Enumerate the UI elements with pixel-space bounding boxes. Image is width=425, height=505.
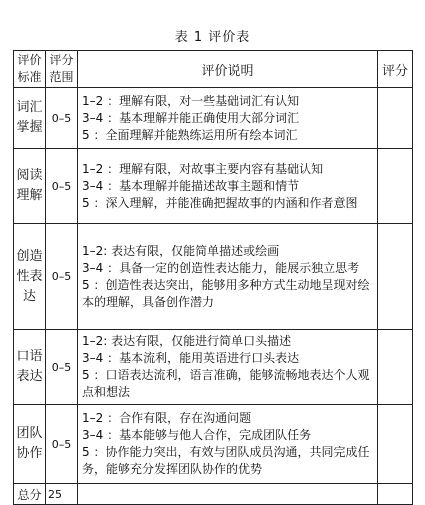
- total-row: [14, 484, 413, 505]
- score-cell[interactable]: [378, 330, 413, 405]
- score-cell[interactable]: [378, 149, 413, 224]
- criterion-name: 创造 性表 达: [14, 224, 46, 330]
- table-caption: 表 1 评价表: [174, 30, 251, 45]
- criterion-description: 1–2 ：理解有限，对一些基础词汇有认知 3–4 ：基本理解并能正确使用大部分词汇 5 ：全面理解并能熟练运用所有绘本词汇: [78, 88, 378, 149]
- total-label: 总分: [14, 484, 46, 505]
- score-cell[interactable]: [378, 405, 413, 484]
- table-row: [14, 88, 413, 149]
- header-score: 评分: [378, 51, 413, 88]
- table-row: [14, 330, 413, 405]
- evaluation-table: [13, 50, 413, 505]
- header-range: 评分 范围: [46, 51, 78, 88]
- criterion-name: 团队 协作: [14, 405, 46, 484]
- header-description: 评价说明: [78, 51, 378, 88]
- score-range: 0–5: [46, 88, 78, 149]
- criterion-name: 词汇 掌握: [14, 88, 46, 149]
- table-row: [14, 149, 413, 224]
- header-criteria: 评价 标准: [14, 51, 46, 88]
- score-range: 0–5: [46, 149, 78, 224]
- table-header-row: [14, 51, 413, 88]
- criterion-name: 阅读 理解: [14, 149, 46, 224]
- total-value: 25: [46, 484, 78, 505]
- score-cell[interactable]: [378, 88, 413, 149]
- table-row: [14, 405, 413, 484]
- score-range: 0–5: [46, 405, 78, 484]
- total-description-cell: [78, 484, 378, 505]
- score-range: 0–5: [46, 224, 78, 330]
- score-cell[interactable]: [378, 224, 413, 330]
- criterion-name: 口语 表达: [14, 330, 46, 405]
- score-range: 0–5: [46, 330, 78, 405]
- table-row: [14, 224, 413, 330]
- criterion-description: 1–2 ：理解有限，对故事主要内容有基础认知 3–4 ：基本理解并能描述故事主题和情节 5 ：深入理解，并能准确把握故事的内涵和作者意图: [78, 149, 378, 224]
- total-score-cell[interactable]: [378, 484, 413, 505]
- criterion-description: 1–2 ：合作有限，存在沟通问题 3–4 ：基本能够与他人合作，完成团队任务 5 ：协作能力突出，有效与团队成员沟通，共同完成任务，能够充分发挥团队协作的优势: [78, 405, 378, 484]
- criterion-description: 1–2: 表达有限，仅能简单描述或绘画 3–4 ：具备一定的创造性表达能力，能展示独立思考 5 ：创造性表达突出，能够用多种方式生动地呈现对绘本的理解，具备创作潜力: [78, 224, 378, 330]
- criterion-description: 1–2: 表达有限，仅能进行简单口头描述 3–4 ：基本流利，能用英语进行口头表达 5 ：口语表达流利，语言准确，能够流畅地表达个人观点和想法: [78, 330, 378, 405]
